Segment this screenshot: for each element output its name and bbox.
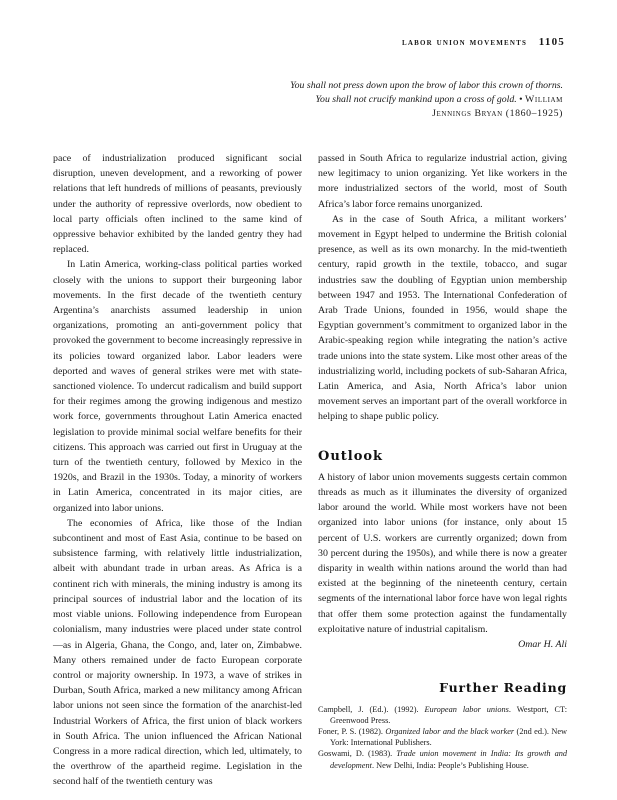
right-column [318, 151, 567, 771]
reference-item: Campbell, J. (Ed.). (1992). European labor unions. Westport, CT: Greenwood Press. [318, 704, 568, 725]
epigraph-separator: • [519, 94, 523, 105]
outlook-heading: Outlook [318, 448, 384, 464]
reference-list [318, 704, 567, 771]
page-number: 1105 [538, 36, 565, 48]
paragraph: The economies of Africa, like those of the Indian subcontinent and most of East Asia, continue to be based on subsistence farming, with relatively little industrialization, albeit with abundant trade in urban areas. As Africa is a continent rich with minerals, the mining industry is among its principal sources of industrial labor and the location of its most viable unions. Following independence from European colonialism, many industries were placed under state control—as in Algeria, Ghana, the Congo, and, later on, Zimbabwe. Many others remained under de facto European corporate control or majority ownership. In 1973, a wave of strikes in Durban, South Africa, marked a new militancy among African labor unions not seen since the formation of the anarchist-led Industrial Workers of Africa, the first union of black workers in South Africa. The union influenced the African National Congress in a more radical direction, which led, ultimately, to the overthrow of the apartheid regime. Legislation in the second half of the twentieth century was [53, 517, 302, 788]
paragraph: As in the case of South Africa, a militant workers’ movement in Egypt helped to undermine the British colonial presence, as well as its own monarchy. In the mid-twentieth century, rapid growth in the textile, tobacco, and sugar industries saw the doubling of Egyptian union membership between 1947 and 1953. The International Confederation of Arab Trade Unions, founded in 1956, would shape the Egyptian government’s commitment to organized labor in the Arabic-speaking region while integrating the nation’s active trade unions into the state system. Like most other areas of the industrializing world, including pockets of sub-Saharan Africa, Latin America, and Asia, North Africa’s labor union movement serves an important part of the overall workforce in helping to shape public policy. [318, 213, 568, 423]
outlook-paragraph: A history of labor union movements suggests certain common threads as much as it illuminates the diversity of organized labor around the world. While most workers have not been organized into labor unions (for instance, only about 15 percent of U.S. workers are currently organized; down from 30 percent during the 1950s), and while there is now a greater disparity in wealth within nations around the world than had existed at the beginning of the nineteenth century, certain segments of the international labor force have won legal rights that offer them some protection against the fundamentally exploitative nature of industrial capitalism. [318, 471, 567, 635]
epigraph [283, 79, 563, 121]
reference-item: Goswami, D. (1983). Trade union movement in India: Its growth and development. New Delhi, India: People’s Publishing House. [318, 749, 568, 770]
epigraph-quote: You shall not press down upon the brow of labor this crown of thorns. You shall not crucify mankind upon a cross of gold. [290, 80, 563, 105]
running-header-title: labor union movements [401, 37, 528, 48]
paragraph: passed in South Africa to regularize industrial action, giving new legitimacy to union organizing. Yet like workers in the more industrialized sectors of the world, most of South Africa’s labor force remains unorganized. [318, 153, 567, 210]
article-author: Omar H. Ali [518, 639, 567, 651]
paragraph: pace of industrialization produced significant social disruption, uneven development, and a reworking of power relations that left hundreds of millions of peasants, previously under the authority of repressive overlords, now obedient to local party officials often inclined to the same kind of oppressive behavior exhibited by the landed gentry they had replaced. [53, 153, 302, 256]
further-reading-heading: Further Reading [439, 680, 567, 696]
paragraph: In Latin America, working-class political parties worked closely with the unions to support their burgeoning labor movements. In the first decade of the twentieth century Argentina’s anarchists assumed leadership in union organizations, promoting an anti-government policy that provoked the government to become increasingly repressive in its policies toward organized labor. Labor leaders were deported and waves of general strikes were met with state-sanctioned violence. To undercut radicalism and build support for their regimes among the growing indigenous and mestizo work force, governments throughout Latin America enacted legislation to provide minimal social welfare benefits for their citizens. This approach was carried out first in Uruguay at the turn of the twentieth century, followed by Mexico in the 1920s, and Brazil in the 1930s. Today, a minority of workers in Latin America, concentrated in its major cities, are organized into labor unions. [53, 259, 302, 514]
reference-item: Foner, P. S. (1982). Organized labor and the black worker (2nd ed.). New York: International Publishers. [318, 726, 567, 748]
epigraph-attribution: William Jennings Bryan (1860–1925) [432, 94, 563, 119]
running-header [402, 36, 565, 48]
left-column [53, 151, 302, 790]
